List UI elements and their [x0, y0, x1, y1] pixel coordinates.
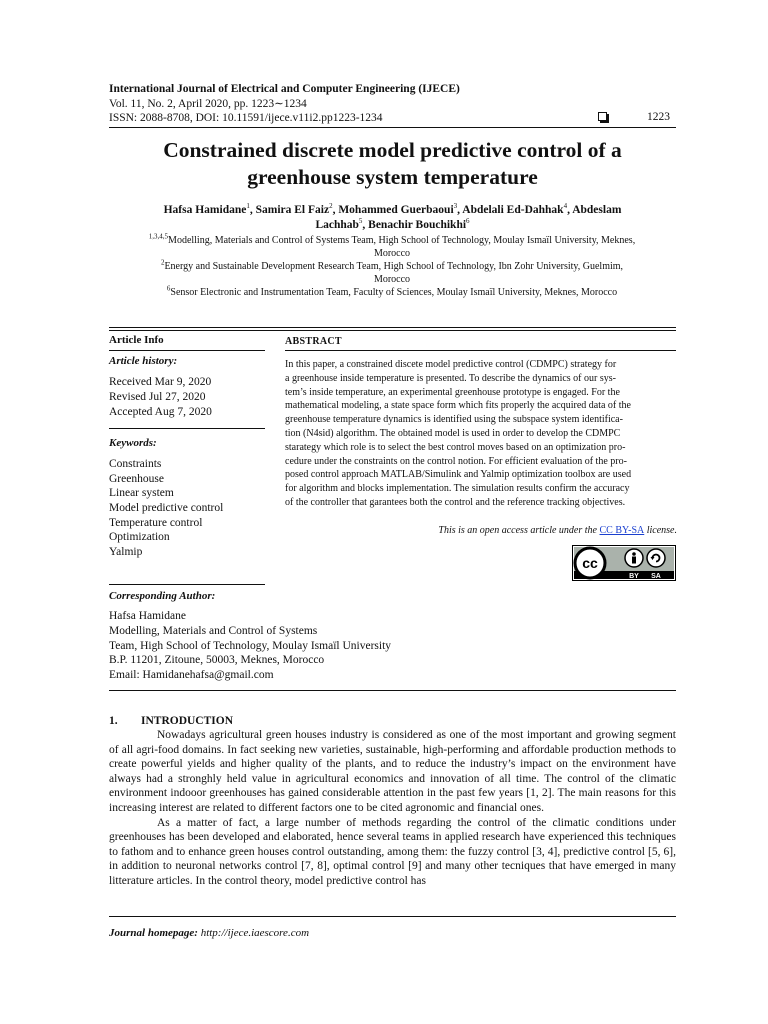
- article-info-rule: [109, 350, 265, 351]
- received-date: Received Mar 9, 2020: [109, 376, 212, 388]
- corresponding-line: Modelling, Materials and Control of Systems: [109, 625, 318, 637]
- paragraph: Nowadays agricultural green houses industry is considered as one of the most important and growing segment of all agri-food domains. In fact seeking new varieties, sustainable, high-performing and affordable production methods to create powerful yields and higher quality of the plants, and to reduce the industry’s impact on the environment have always had a stronghly held value in agricultural economics and innovation of all time. The control of the climatic environment indooor greenhouses has gained considerable attention in the past few years [1, 2]. The main reasons for this increasing interest are related to different factors one to be cited agronomic and financial ones.: [109, 729, 676, 814]
- abstract-line: In this paper, a constrained discete model predictive control (CDMPC) strategy for: [285, 359, 617, 370]
- abstract-line: tem’s inside temperature, an experimental greenhouse prototype is engaged. For the: [285, 386, 620, 398]
- body-text: [109, 728, 676, 889]
- cc-icon-label: cc: [582, 555, 598, 571]
- corresponding-heading: Corresponding Author:: [109, 590, 216, 602]
- keyword: Optimization: [109, 531, 170, 543]
- corresponding-rule: [109, 584, 265, 585]
- author-affiliation-mark: 2: [329, 202, 333, 211]
- footer-label: Journal homepage:: [109, 927, 198, 939]
- affiliation-mark: 2: [160, 258, 165, 267]
- open-access-notice: [285, 525, 677, 536]
- author-affiliation-mark: 4: [563, 202, 568, 211]
- info-rule-top-2: [109, 330, 676, 331]
- attribution-icon-body: [632, 557, 636, 564]
- author-name: Samira El Faiz: [255, 204, 330, 216]
- author-name-part: Abdeslam: [572, 204, 622, 216]
- abstract-line: tion (N4sid) algorithm. The obtained model is used in order to develop the CDMPC: [285, 427, 621, 439]
- abstract-line: for algorithm and blocks implementation. The simulation results confirm the accuracy: [285, 483, 630, 495]
- abstract-line: starategy which role is to select the best control moves based on an optimization pro-: [285, 441, 626, 453]
- author-name: Hafsa Hamidane: [163, 204, 247, 216]
- revised-date: Revised Jul 27, 2020: [109, 391, 206, 403]
- keyword: Yalmip: [109, 546, 143, 558]
- title-line-2: greenhouse system temperature: [247, 165, 538, 189]
- cc-by-sa-badge[interactable]: [572, 545, 676, 581]
- info-rule-bottom: [109, 690, 676, 691]
- paper-title: [109, 137, 676, 191]
- journal-name: International Journal of Electrical and Computer Engineering (IJECE): [109, 83, 460, 95]
- author-name: Mohammed Guerbaoui: [338, 204, 454, 216]
- affiliation-1: [100, 234, 684, 260]
- info-rule-top: [109, 327, 676, 328]
- journal-volume: Vol. 11, No. 2, April 2020, pp. 1223∼1234: [109, 98, 307, 110]
- keyword: Linear system: [109, 487, 174, 499]
- corresponding-line: Team, High School of Technology, Moulay Ismaïl University: [109, 640, 392, 652]
- corresponding-line: Hafsa Hamidane: [109, 610, 186, 622]
- title-line-1: Constrained discrete model predictive control of a: [163, 138, 622, 162]
- author-affiliation-mark: 5: [358, 217, 363, 226]
- footer-url[interactable]: http://ijece.iaescore.com: [200, 927, 310, 939]
- section-title: INTRODUCTION: [141, 715, 234, 727]
- author-affiliation-mark: 6: [466, 217, 470, 226]
- abstract-rule: [285, 350, 676, 351]
- abstract-line: greenhouse temperature dynamics is identified using the subspace system identifica-: [285, 414, 623, 426]
- page-number: 1223: [647, 111, 670, 123]
- affiliation-text: Morocco: [373, 274, 411, 285]
- attribution-icon-head: [632, 552, 636, 556]
- author-name: Abdelali Ed-Dahhak: [462, 204, 564, 216]
- abstract-line: cedure under the constraints on the control notion. For efficient evaluation of the pro-: [285, 455, 627, 467]
- affiliation-3: [100, 286, 684, 299]
- keyword: Model predictive control: [109, 502, 224, 514]
- keywords-rule: [109, 428, 265, 429]
- open-access-text: This is an open access article under the: [438, 525, 600, 536]
- corresponding-email: Email: Hamidanehafsa@gmail.com: [109, 669, 274, 681]
- abstract-heading: ABSTRACT: [285, 336, 342, 347]
- journal-box-icon: [598, 112, 607, 121]
- share-alike-icon: [647, 549, 665, 567]
- abstract-line: of the controller that garantees both the control and the reference tracking objectives.: [285, 496, 626, 508]
- keyword: Temperature control: [109, 517, 203, 529]
- author-list: Hafsa Hamidane$^1$, Samira El Faiz$^2$, Mohammed Guerbaoui$^3$, Abdelali Ed-Dahhak$^4$, Abdeslam Lachhab$^5$, Benachir Bouchikhi$^6$: [163, 202, 622, 231]
- license-link[interactable]: CC BY-SA: [599, 525, 645, 536]
- history-heading: Article history:: [109, 355, 178, 367]
- abstract-line: mathematical modeling, a state space form which fits properly the acquired data of the: [285, 400, 631, 412]
- header-rule: [109, 127, 676, 128]
- abstract-body: [285, 358, 677, 510]
- by-label: BY: [629, 573, 639, 580]
- article-info-heading: Article Info: [109, 334, 164, 346]
- affiliation-text: Energy and Sustainable Development Research Team, High School of Technology, Ibn Zohr University, Guelmim,: [164, 261, 624, 272]
- journal-homepage: [109, 927, 309, 939]
- corresponding-line: B.P. 11201, Zitoune, 50003, Meknes, Morocco: [109, 654, 325, 666]
- open-access-text: license.: [644, 525, 677, 536]
- affiliation-mark: 6: [166, 284, 171, 293]
- accepted-date: Accepted Aug 7, 2020: [109, 406, 212, 418]
- affiliation-2: [100, 260, 684, 286]
- abstract-line: a greenhouse inside temperature is presented. To describe the dynamics of our sys-: [285, 372, 616, 384]
- paragraph: As a matter of fact, a large number of methods regarding the control of the climatic conditions under greenhouses has been developed and elaborated, hence several teams in applied research have experienced this techniques to fathom and to enhance green houses control outstanding, among them: the fuzzy control [3, 4], predictive control [5, 6], in addition to neuronal networks control [7, 8], optimal control [9] and many other tecniques that have emerged in many litterature articles. In the control theory, model predictive control has: [109, 816, 676, 887]
- author-affiliation-mark: 1: [246, 202, 250, 211]
- affiliation-text: Sensor Electronic and Instrumentation Team, Faculty of Sciences, Moulay Ismaïl University, Meknes, Morocco: [170, 287, 618, 298]
- keywords-heading: Keywords:: [109, 437, 157, 449]
- footer-rule: [109, 916, 676, 917]
- affiliation-text: Modelling, Materials and Control of Systems Team, High School of Technology, Moulay Ismaïl University, Meknes,: [168, 235, 636, 246]
- abstract-line: posed control approach MATLAB/Simulink and Yalmip optimization toolbox are used: [285, 469, 632, 481]
- keyword: Greenhouse: [109, 473, 164, 485]
- section-number: 1.: [109, 715, 118, 727]
- author-affiliation-mark: 3: [453, 202, 458, 211]
- sa-label: SA: [651, 573, 661, 580]
- section-heading: [109, 715, 233, 727]
- author-name: Benachir Bouchikhi: [368, 219, 467, 231]
- affiliation-text: Morocco: [373, 248, 411, 259]
- journal-issn: ISSN: 2088-8708, DOI: 10.11591/ijece.v11i2.pp1223-1234: [109, 112, 383, 124]
- author-name-part: Lachhab: [315, 219, 359, 231]
- affiliation-mark: 1,3,4,5: [148, 232, 169, 241]
- keyword: Constraints: [109, 458, 162, 470]
